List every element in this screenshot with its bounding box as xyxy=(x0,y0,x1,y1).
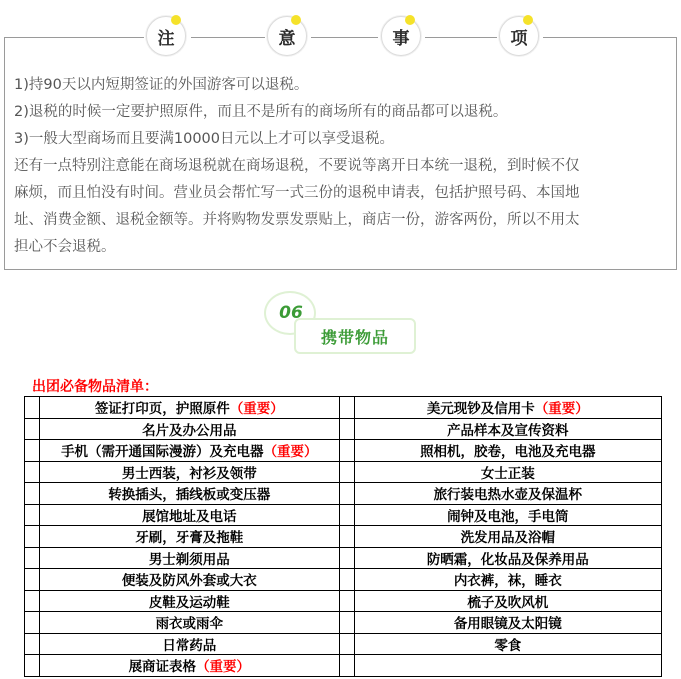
checkbox-cell xyxy=(339,612,354,634)
checklist-item xyxy=(39,483,339,505)
checkbox-cell xyxy=(25,612,40,634)
item-text: 日常药品 xyxy=(162,637,217,654)
checklist-item xyxy=(39,590,339,612)
checklist-row xyxy=(25,397,662,419)
item-text: 展馆地址及电话 xyxy=(142,508,237,525)
item-text: 名片及办公用品 xyxy=(142,422,237,439)
checkbox-cell xyxy=(25,418,40,440)
important-note: （重要） xyxy=(196,659,251,676)
checkbox-cell xyxy=(339,655,354,677)
item-text: 手机（需开通国际漫游）及充电器 xyxy=(61,444,264,461)
checklist-row xyxy=(25,590,662,612)
item-text: 零食 xyxy=(494,637,522,654)
checklist-row xyxy=(25,612,662,634)
checklist-row xyxy=(25,526,662,548)
checkbox-cell xyxy=(25,483,40,505)
checkbox-cell xyxy=(25,569,40,591)
checklist-item xyxy=(39,504,339,526)
checklist-item xyxy=(354,526,661,548)
checkbox-cell xyxy=(25,633,40,655)
checkbox-cell xyxy=(339,569,354,591)
checkbox-cell xyxy=(339,526,354,548)
item-text: 产品样本及宣传资料 xyxy=(447,422,569,439)
item-text: 男士剃须用品 xyxy=(148,551,230,568)
checklist-row xyxy=(25,547,662,569)
item-text: 闹钟及电池，手电筒 xyxy=(447,508,569,525)
item-text: 签证打印页，护照原件 xyxy=(94,401,230,418)
notice-line: 址、消费金额、退税金额等。并将购物发票发票贴上，商店一份，游客两份，所以不用太 xyxy=(14,212,580,228)
checklist-row xyxy=(25,483,662,505)
notice-text xyxy=(14,72,674,261)
notice-line: 1)持90天以内短期签证的外国游客可以退税。 xyxy=(14,77,309,93)
important-note: （重要） xyxy=(229,401,284,418)
important-note: （重要） xyxy=(534,401,589,418)
checklist-item xyxy=(354,633,661,655)
checkbox-cell xyxy=(339,461,354,483)
notice-line: 麻烦，而且怕没有时间。营业员会帮忙写一式三份的退税申请表，包括护照号码、本国地 xyxy=(14,185,580,201)
item-text: 内衣裤，袜，睡衣 xyxy=(453,573,562,590)
notice-line: 3)一般大型商场而且要满10000日元以上才可以享受退税。 xyxy=(14,131,395,147)
checklist-row xyxy=(25,440,662,462)
checkbox-cell xyxy=(339,590,354,612)
item-text: 便装及防风外套或大衣 xyxy=(121,573,257,590)
notice-line: 还有一点特别注意能在商场退税就在商场退税，不要说等离开日本统一退税，到时候不仅 xyxy=(14,158,580,174)
item-text: 男士西装，衬衫及领带 xyxy=(121,465,257,482)
yellow-dot-icon xyxy=(291,15,301,25)
important-note: （重要） xyxy=(263,444,318,461)
checkbox-cell xyxy=(339,547,354,569)
checkbox-cell xyxy=(339,504,354,526)
section-number: 06 xyxy=(279,303,303,323)
checkbox-cell xyxy=(25,440,40,462)
item-text: 备用眼镜及太阳镜 xyxy=(453,616,562,633)
checklist-item xyxy=(354,440,661,462)
item-text: 女士正装 xyxy=(480,465,535,482)
checklist-row xyxy=(25,633,662,655)
yellow-dot-icon xyxy=(405,15,415,25)
checkbox-cell xyxy=(339,440,354,462)
checklist-item xyxy=(39,461,339,483)
notice-line: 担心不会退税。 xyxy=(14,239,116,255)
item-text: 皮鞋及运动鞋 xyxy=(148,594,230,611)
checkbox-cell xyxy=(25,590,40,612)
checklist-item xyxy=(354,612,661,634)
checklist-item xyxy=(39,526,339,548)
checklist-table xyxy=(24,396,662,677)
checklist-row xyxy=(25,504,662,526)
section-title: 携带物品 xyxy=(294,318,416,354)
yellow-dot-icon xyxy=(523,15,533,25)
checkbox-cell xyxy=(25,397,40,419)
item-text: 展商证表格 xyxy=(128,659,197,676)
checklist-item xyxy=(354,418,661,440)
checklist-item xyxy=(354,569,661,591)
item-text: 美元现钞及信用卡 xyxy=(426,401,535,418)
checkbox-cell xyxy=(25,547,40,569)
item-text: 牙刷，牙膏及拖鞋 xyxy=(135,530,244,547)
item-text: 梳子及吹风机 xyxy=(467,594,549,611)
notice-heading-char: 项 xyxy=(499,16,539,56)
yellow-dot-icon xyxy=(171,15,181,25)
checklist-item xyxy=(39,633,339,655)
checklist-item xyxy=(354,461,661,483)
checklist-item xyxy=(354,483,661,505)
item-text: 转换插头，插线板或变压器 xyxy=(108,487,271,504)
checklist-item xyxy=(354,655,661,677)
checklist-item xyxy=(39,569,339,591)
checkbox-cell xyxy=(339,418,354,440)
item-text: 照相机，胶卷，电池及充电器 xyxy=(420,444,596,461)
item-text: 防晒霜，化妆品及保养用品 xyxy=(426,551,589,568)
checklist-item xyxy=(354,547,661,569)
checklist-item xyxy=(354,504,661,526)
notice-heading-char: 注 xyxy=(146,16,186,56)
checklist-row xyxy=(25,418,662,440)
checklist-body xyxy=(25,397,662,677)
checklist-item xyxy=(354,590,661,612)
checkbox-cell xyxy=(25,461,40,483)
checklist-item xyxy=(39,397,339,419)
item-text: 雨衣或雨伞 xyxy=(155,616,224,633)
checklist-row xyxy=(25,655,662,677)
checklist-item xyxy=(39,547,339,569)
checklist-item xyxy=(39,418,339,440)
checkbox-cell xyxy=(25,655,40,677)
checkbox-cell xyxy=(339,483,354,505)
checklist-item xyxy=(39,440,339,462)
checkbox-cell xyxy=(339,633,354,655)
checkbox-cell xyxy=(25,504,40,526)
checklist-row xyxy=(25,461,662,483)
checklist-row xyxy=(25,569,662,591)
checklist-title: 出团必备物品清单： xyxy=(32,379,158,395)
checklist-item xyxy=(39,655,339,677)
notice-heading-char: 事 xyxy=(381,16,421,56)
checkbox-cell xyxy=(25,526,40,548)
item-text: 旅行装电热水壶及保温杯 xyxy=(433,487,583,504)
notice-heading-char: 意 xyxy=(267,16,307,56)
checkbox-cell xyxy=(339,397,354,419)
item-text: 洗发用品及浴帽 xyxy=(460,530,556,547)
checklist-item xyxy=(354,397,661,419)
checklist-item xyxy=(39,612,339,634)
notice-line: 2)退税的时候一定要护照原件，而且不是所有的商场所有的商品都可以退税。 xyxy=(14,104,508,120)
